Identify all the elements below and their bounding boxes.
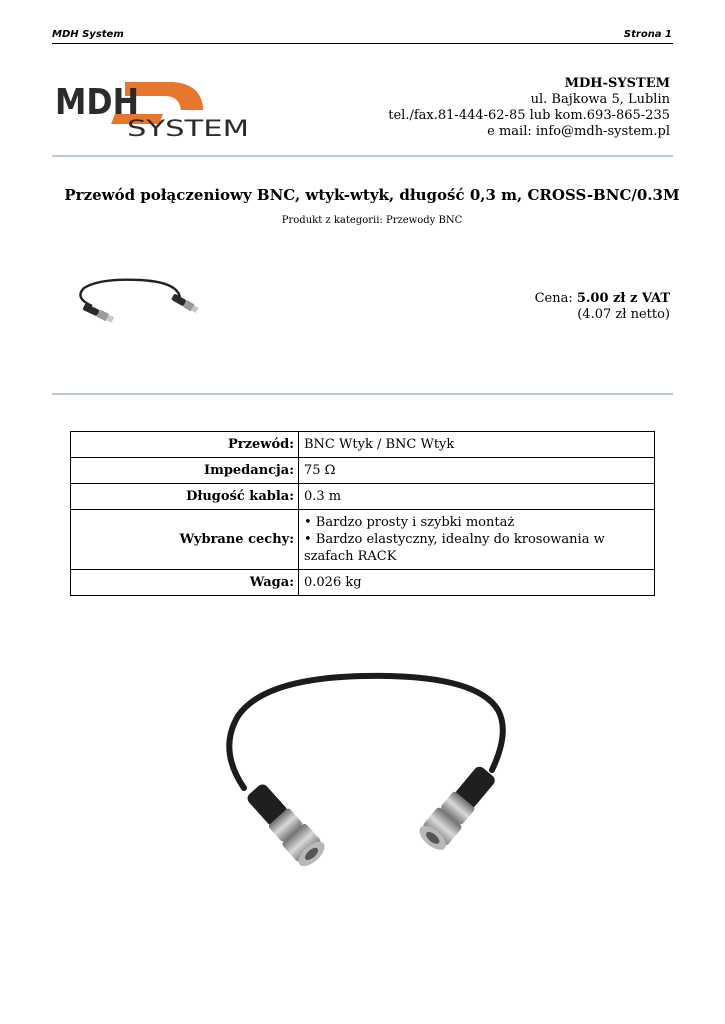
table-row — [71, 432, 655, 458]
price-net: (4.07 zł netto) — [577, 307, 670, 322]
table-row — [71, 458, 655, 484]
spec-value: BNC Wtyk / BNC Wtyk — [299, 432, 655, 458]
spec-value: 0.026 kg — [299, 570, 655, 596]
spec-value: 75 Ω — [299, 458, 655, 484]
mdh-system-logo — [55, 80, 250, 138]
spec-value: 0.3 m — [299, 484, 655, 510]
header-divider — [52, 43, 673, 44]
feature-item: • Bardzo prosty i szybki montaż — [304, 515, 515, 530]
spec-key: Wybrane cechy: — [71, 510, 299, 570]
product-thumbnail-image — [70, 276, 200, 346]
product-category: Produkt z kategorii: Przewody BNC — [281, 215, 463, 226]
company-info — [388, 76, 670, 140]
header-site-name: MDH System — [52, 29, 124, 40]
product-title: Przewód połączeniowy BNC, wtyk-wtyk, długość 0,3 m, CROSS-BNC/0.3M — [64, 186, 680, 204]
product-main-image — [214, 670, 510, 882]
section-divider — [52, 155, 673, 157]
company-email: e mail: info@mdh-system.pl — [487, 124, 670, 139]
specs-table — [70, 431, 655, 596]
svg-text:MDH: MDH — [55, 82, 139, 123]
table-row — [71, 570, 655, 596]
spec-key: Waga: — [71, 570, 299, 596]
header-page-number: Strona 1 — [623, 29, 672, 40]
price-label: Cena: — [534, 291, 577, 306]
spec-value — [299, 510, 655, 570]
company-phone: tel./fax.81-444-62-85 lub kom.693-865-235 — [388, 108, 670, 123]
price-gross: 5.00 zł z VAT — [576, 291, 670, 306]
table-row — [71, 484, 655, 510]
svg-text:SYSTEM: SYSTEM — [127, 117, 249, 138]
price-block — [535, 291, 670, 323]
feature-item: • Bardzo elastyczny, idealny do krosowania w szafach RACK — [304, 532, 605, 564]
spec-key: Długość kabla: — [71, 484, 299, 510]
table-row — [71, 510, 655, 570]
spec-key: Przewód: — [71, 432, 299, 458]
company-name: MDH-SYSTEM — [564, 76, 670, 91]
section-divider — [52, 393, 673, 395]
spec-key: Impedancja: — [71, 458, 299, 484]
company-address: ul. Bajkowa 5, Lublin — [530, 92, 670, 107]
